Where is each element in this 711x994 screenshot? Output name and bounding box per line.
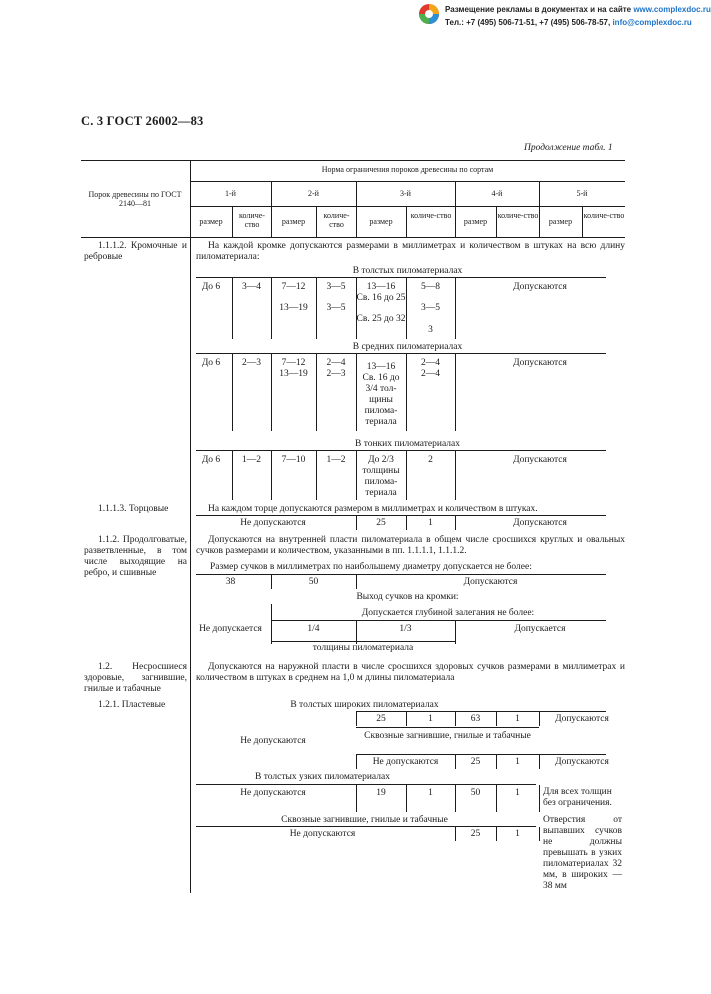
longitudinal-intro: Допускаются на внутренней пласти пиломатериала в общем числе сросшихся круглых и овальных сучков размерами и количеством, указанными в пп. 1.1.1.1, 1.1.1.2. <box>196 535 625 556</box>
value: До 2/3 толщины пилома- териала <box>362 455 400 498</box>
value: До 6 <box>201 455 221 465</box>
value: 19 <box>376 788 386 798</box>
size-limit-title: Размер сучков в миллиметрах по наибольшему диаметру допускается не более: <box>210 562 532 572</box>
section-rule <box>356 754 606 755</box>
value: 25 <box>470 757 481 767</box>
qty-header: количе-ство <box>583 211 625 220</box>
section-rule <box>196 784 536 785</box>
value: 1 <box>428 788 433 798</box>
value: Не допускаются <box>240 736 306 746</box>
qty-header: количе-ство <box>323 211 350 230</box>
section-rule <box>196 450 606 451</box>
end-intro: На каждом торце допускаются размером в миллиметрах и количеством в штуках. <box>208 504 538 514</box>
value: Св. 16 до 25 <box>356 293 406 303</box>
grade-4-header: 4-й <box>491 189 503 198</box>
wide-section-title: В толстых широких пиломатериалах <box>290 700 439 710</box>
value: 13—16 Св. 16 до 3/4 тол- щины пилома- териала <box>362 362 400 427</box>
size-header: размер <box>199 217 223 226</box>
narrow-section-title: В толстых узких пиломатериалах <box>255 772 390 782</box>
medium-section-title: В средних пиломатериалах <box>352 342 463 352</box>
norm-header: Норма ограничения пороков древесины по сортам <box>321 165 494 174</box>
grade-1-header: 1-й <box>225 189 236 198</box>
value: 13—19 <box>279 303 308 313</box>
value: 1 <box>428 714 433 724</box>
value: 7—12 <box>281 282 306 292</box>
thin-section-title: В тонких пиломатериалах <box>354 439 460 449</box>
value: 1 <box>515 714 520 724</box>
ad-banner <box>418 2 711 28</box>
table-top-rule <box>81 160 625 161</box>
value: Допускаются <box>513 282 567 292</box>
edge-intro: На каждой кромке допускаются размерами в миллиметрах и количеством в штуках на всю длину пиломатериала: <box>196 241 625 262</box>
value: 1—2 <box>242 455 261 465</box>
value: 25 <box>470 829 481 839</box>
value: 25 <box>376 714 386 724</box>
value: 50 <box>470 788 481 798</box>
value: До 6 <box>201 358 221 368</box>
section-rule <box>196 574 606 575</box>
thick-section-title: В толстых пиломатериалах <box>352 266 463 276</box>
value: 2 <box>428 455 433 465</box>
value: 3—5 <box>326 303 346 313</box>
defect-label-end: 1.1.1.3. Торцовые <box>98 504 169 514</box>
table-continuation-label: Продолжение табл. 1 <box>524 143 613 153</box>
unsound-intro: Допускаются на наружной пласти в числе сросшихся здоровых сучков размерами в миллиметрах и количеством в штуках в среднем на 1,0 м длины пиломатериала <box>196 662 625 683</box>
value: 2—3 <box>242 358 261 368</box>
ad-line1: Размещение рекламы в документах и на сайте <box>445 5 634 14</box>
value: Допускаются <box>513 518 567 528</box>
value: Допускаются <box>463 577 518 587</box>
email-link[interactable]: info@complexdoc.ru <box>612 18 692 27</box>
value: 3—5 <box>421 303 440 313</box>
value: 1/3 <box>399 624 412 634</box>
section-rule <box>356 711 606 712</box>
thickness-label: толщины пиломатериала <box>312 643 414 653</box>
section-rule <box>196 277 606 278</box>
value: Допускаются <box>555 714 609 724</box>
value: 7—10 <box>281 455 306 465</box>
grade-3-header: 3-й <box>400 189 411 198</box>
value: 1—2 <box>326 455 346 465</box>
grade-5-header: 5-й <box>576 189 588 198</box>
value: 1/4 <box>307 624 320 634</box>
header-rule-1 <box>190 181 625 182</box>
hole-note: Отверстия от выпавших сучков не должны превышать в узких пиломатериалах 32 мм, в широких — 38 мм <box>543 815 622 891</box>
section-rule <box>271 620 606 621</box>
qty-header: количе-ство <box>497 211 539 220</box>
value: 3 <box>428 325 433 335</box>
defect-label-face: 1.2.1. Пластевые <box>98 700 166 710</box>
value: 63 <box>470 714 481 724</box>
site-link[interactable]: www.complexdoc.ru <box>633 5 711 14</box>
size-header: размер <box>281 217 306 226</box>
size-header: размер <box>548 217 573 226</box>
section-rule <box>196 515 606 516</box>
value: Св. 25 до 32 <box>356 314 406 324</box>
value: Не допускаются <box>372 757 439 767</box>
value: 3—4 <box>242 282 261 292</box>
qty-header: количе-ство <box>410 211 452 220</box>
qty-header: количе-ство <box>239 211 265 230</box>
size-header: размер <box>369 217 393 226</box>
value: Допускаются <box>513 358 567 368</box>
through-rot-title: Сквозные загнившие, гнилые и табачные <box>364 731 531 741</box>
value: 50 <box>308 577 319 587</box>
value: 5—8 <box>421 282 440 292</box>
depth-title: Допускается глубиной залегания не более: <box>361 608 535 618</box>
narrow-through-title: Сквозные загнившие, гнилые и табачные <box>281 815 448 825</box>
value: 1 <box>428 518 433 528</box>
cell-divider <box>539 785 540 812</box>
value: Для всех толщин без ограничения. <box>543 787 612 808</box>
defect-label-edge: 1.1.1.2. Кромочные и ребровые <box>84 241 187 262</box>
grade-2-header: 2-й <box>308 189 319 198</box>
section-rule <box>196 826 536 827</box>
section-rule <box>271 641 455 642</box>
value: 1 <box>515 788 520 798</box>
ad-text <box>445 3 711 29</box>
value: 25 <box>376 518 386 528</box>
value: 38 <box>225 577 236 587</box>
value: До 6 <box>201 282 221 292</box>
complexdoc-logo-icon <box>418 3 440 25</box>
value: 2—4 2—4 <box>421 358 440 379</box>
value: 7—12 13—19 <box>279 358 308 379</box>
edge-exit-title: Выход сучков на кромки: <box>356 592 459 602</box>
cell-divider <box>539 827 540 841</box>
value: Не допускаются <box>289 829 356 839</box>
header-bottom-rule <box>81 237 625 238</box>
value: Допускаются <box>555 757 609 767</box>
value: Не допускается <box>199 624 262 634</box>
value: 3—5 <box>326 282 346 292</box>
size-header: размер <box>463 217 488 226</box>
value: 13—16 <box>366 282 396 292</box>
value: 1 <box>515 829 520 839</box>
defect-label-unsound: 1.2. Несросшиеся здоровые, загнившие, гнилые и табачные <box>84 662 187 694</box>
value: Допускаются <box>513 455 567 465</box>
defect-label-longitudinal: 1.1.2. Продолговатые, разветвленные, в том числе выходящие на ребро, и сшивные <box>84 535 187 578</box>
value: 1 <box>515 757 520 767</box>
section-rule <box>356 727 539 728</box>
value: 2—4 2—3 <box>326 358 346 379</box>
value: Допускается <box>514 624 566 634</box>
header-rule-2 <box>190 206 625 207</box>
page-title: С. 3 ГОСТ 26002—83 <box>81 114 204 128</box>
section-rule <box>196 353 606 354</box>
defect-column-header: Порок древесины по ГОСТ 2140—81 <box>88 190 182 209</box>
ad-line2: Тел.: +7 (495) 506-71-51, +7 (495) 506-78-57, <box>445 18 613 27</box>
value: Не допускаются <box>240 788 306 798</box>
value: Не допускаются <box>240 518 306 528</box>
